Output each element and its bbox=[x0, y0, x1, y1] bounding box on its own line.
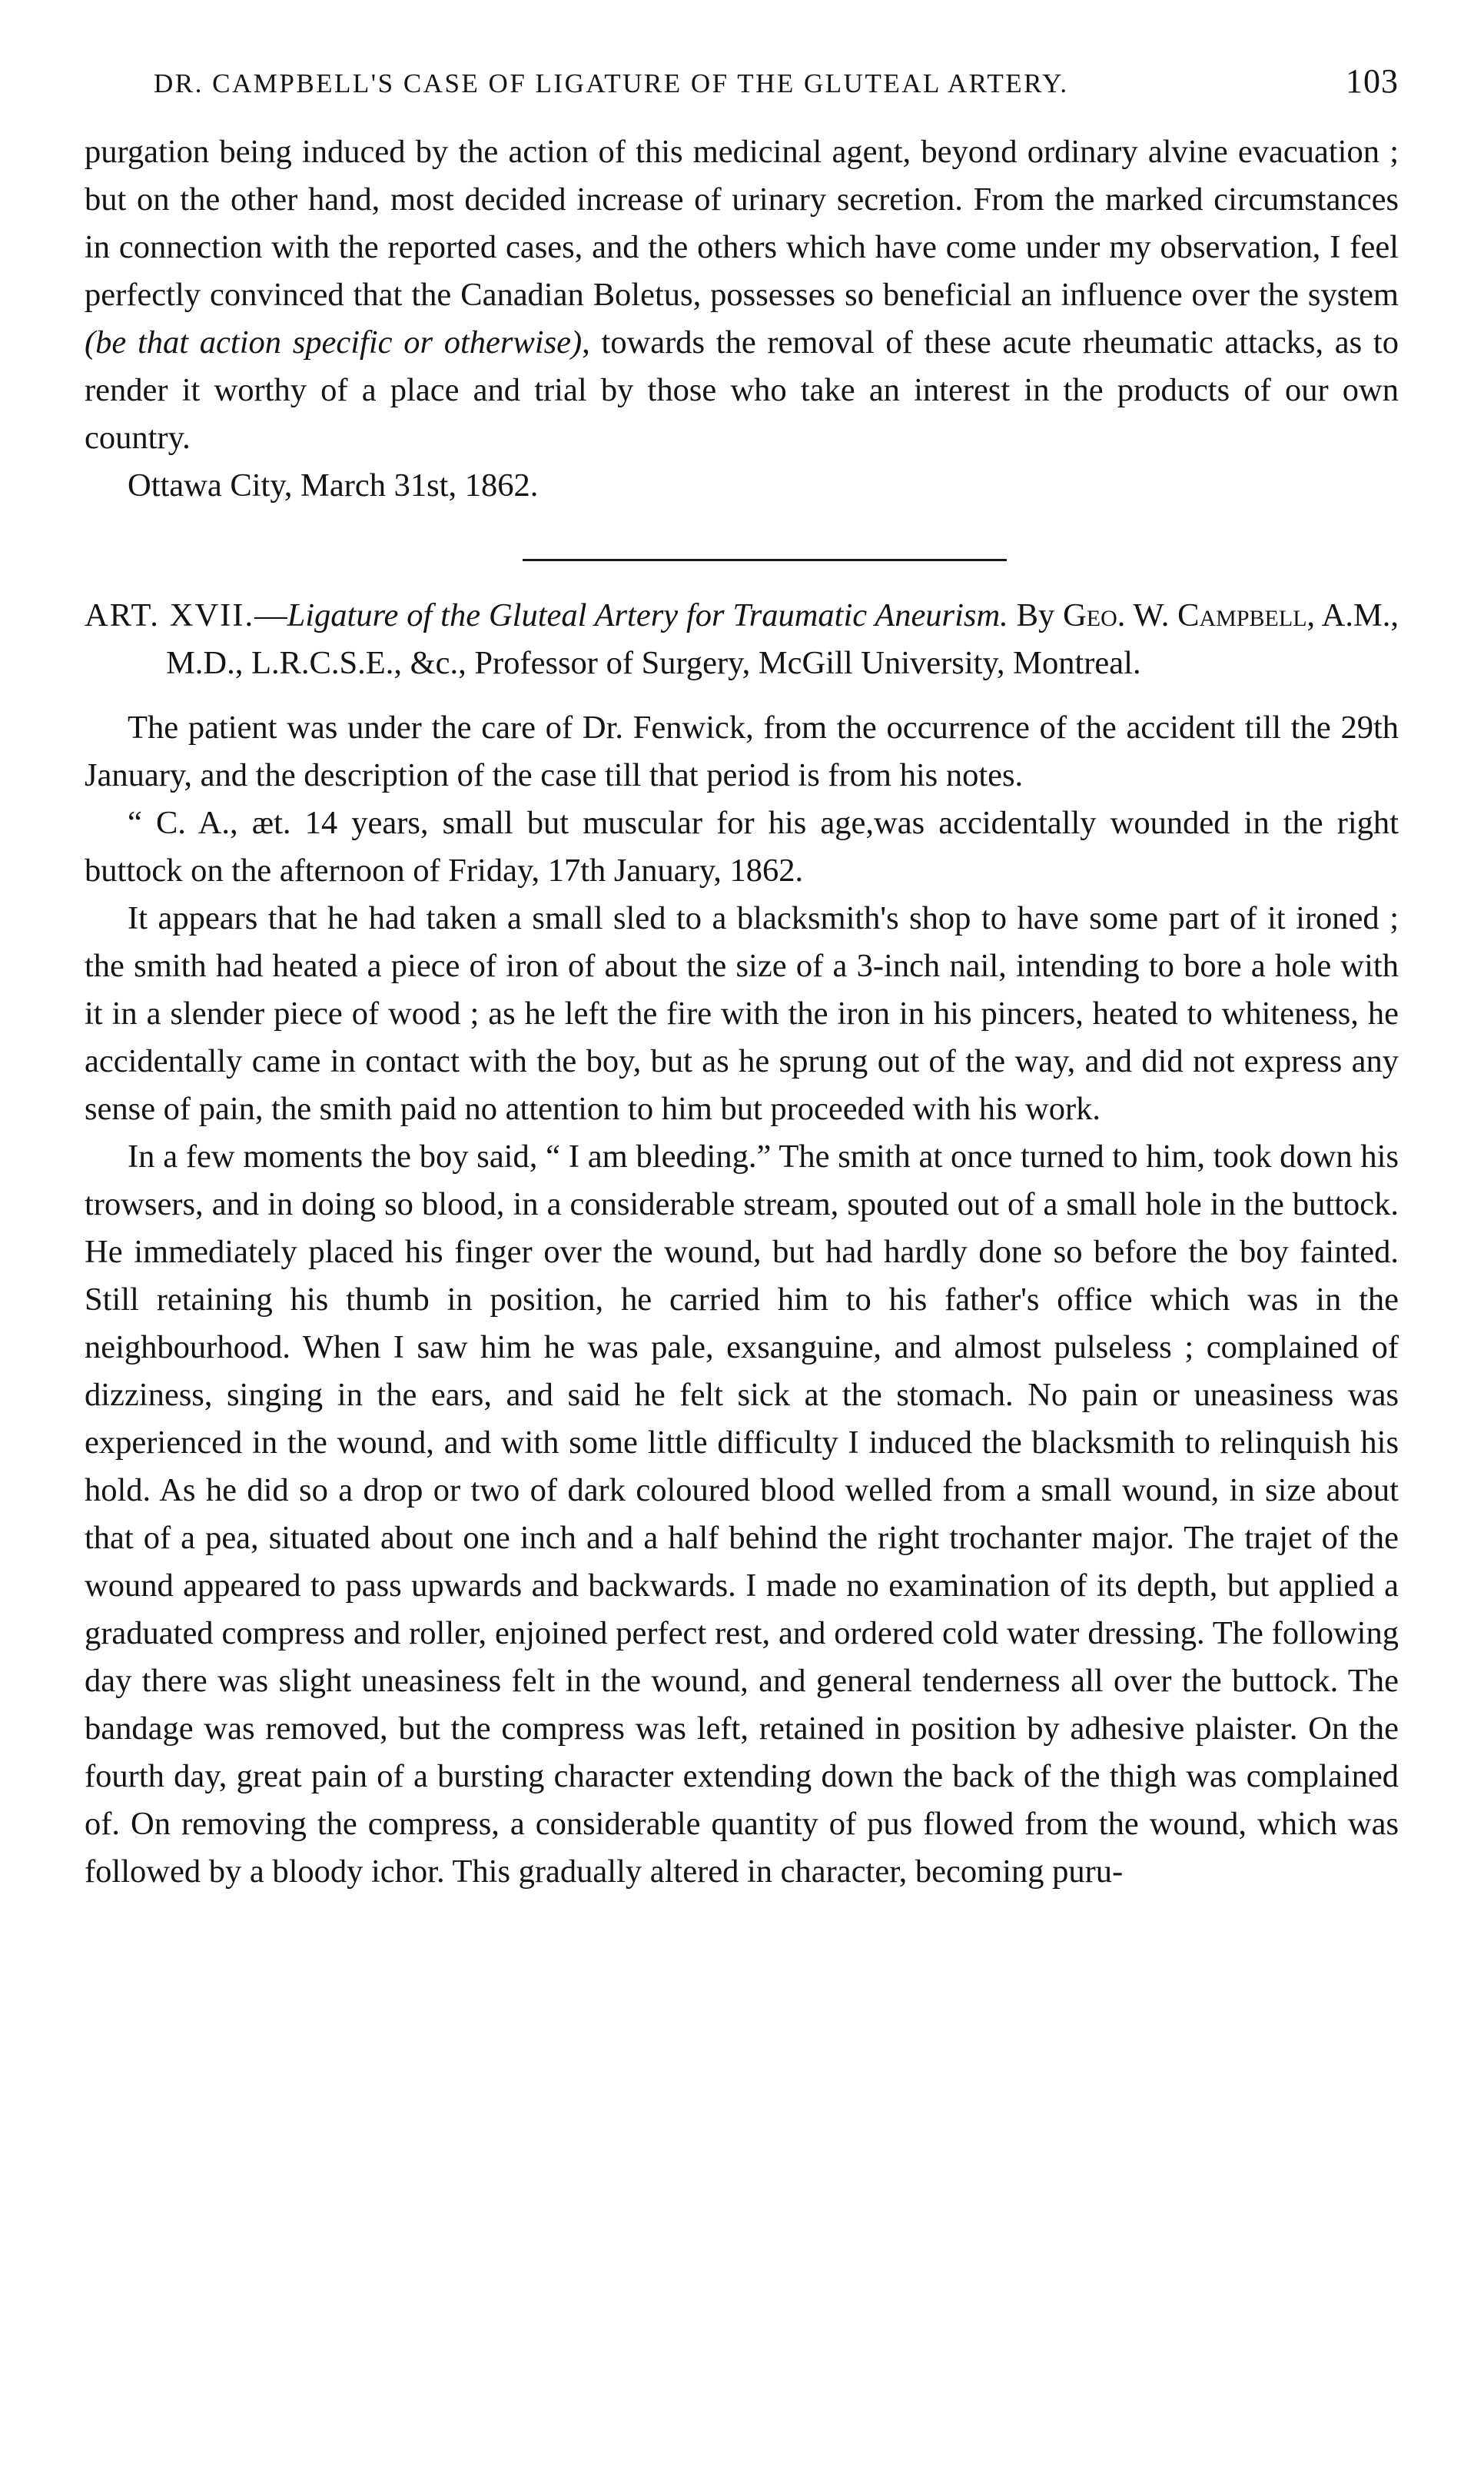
section-divider bbox=[523, 559, 1007, 561]
paragraph: In a few moments the boy said, “ I am bleeding.” The smith at once turned to him, took down his trowsers, and in doing so blood, in a considerable stream, spouted out of a small hole in the buttock. He immediately placed his finger over the wound, but had hardly done so before the boy fainted. Still retaining his thumb in position, he carried him to his father's office which was in the neighbourhood. When I saw him he was pale, exsanguine, and almost pulseless ; complained of dizziness, singing in the ears, and said he felt sick at the stomach. No pain or uneasiness was experienced in the wound, and with some little difficulty I induced the blacksmith to relinquish his hold. As he did so a drop or two of dark coloured blood welled from a small wound, in size about that of a pea, situated about one inch and a half behind the right trochanter major. The trajet of the wound appeared to pass upwards and backwards. I made no examination of its depth, but applied a graduated compress and roller, enjoined perfect rest, and ordered cold water dressing. The following day there was slight uneasiness felt in the wound, and general tenderness all over the buttock. The bandage was removed, but the compress was left, retained in position by adhesive plaister. On the fourth day, great pain of a bursting character extending down the back of the thigh was complained of. On removing the compress, a considerable quantity of pus flowed from the wound, which was followed by a bloody ichor. This gradually altered in character, becoming puru- bbox=[85, 1139, 1399, 1890]
page-number: 103 bbox=[1346, 62, 1399, 100]
italic-phrase: (be that action specific or otherwise) bbox=[85, 324, 583, 361]
paragraph-text: , towards the removal of these acute rheumatic attacks, as to render it worthy of a place and trial by those who take an interest in the products of our own country. bbox=[85, 324, 1399, 456]
paragraph: It appears that he had taken a small sled to a blacksmith's shop to have some part of it ironed ; the smith had heated a piece of iron of about the size of a 3-inch nail, intending to bore a hole with it in a slender piece of wood ; as he left the fire with the iron in his pincers, heated to whiteness, he accidentally came in contact with the boy, but as he sprung out of the way, and did not express any sense of pain, the smith paid no attention to him but proceeded with his work. bbox=[85, 900, 1399, 1127]
paragraph: “ C. A., æt. 14 years, small but muscular for his age,was accidentally wounded in the right buttock on the afternoon of Friday, 17th January, 1862. bbox=[85, 805, 1399, 889]
paragraph: The patient was under the care of Dr. Fenwick, from the occurrence of the accident till the 29th January, and the description of the case till that period is from his notes. bbox=[85, 710, 1399, 793]
running-header bbox=[154, 62, 1399, 101]
dateline: Ottawa City, March 31st, 1862. bbox=[128, 467, 539, 504]
running-title: DR. CAMPBELL'S CASE OF LIGATURE OF THE GLUTEAL ARTERY. bbox=[154, 68, 1069, 98]
byline-by: By bbox=[1016, 597, 1055, 633]
heading-dash: — bbox=[254, 597, 287, 633]
article-number: ART. XVII. bbox=[85, 597, 255, 633]
author-credentials: , A.M., M.D., L.R.C.S.E., &c., Professor of Surgery, McGill University, Montreal. bbox=[166, 597, 1399, 681]
author-name: Geo. W. Campbell bbox=[1063, 597, 1307, 633]
paragraph bbox=[85, 128, 1399, 462]
preceding-article-text bbox=[85, 128, 1399, 510]
article-body bbox=[85, 704, 1399, 1896]
article-title: Ligature of the Gluteal Artery for Traumatic Aneurism. bbox=[287, 597, 1008, 633]
paragraph-text: purgation being induced by the action of this medicinal agent, beyond ordinary alvine evacuation ; but on the other hand, most decided increase of urinary secretion. From the marked circumstances in connection with the reported cases, and the others which have come under my observation, I feel perfectly convinced that the Canadian Boletus, possesses so beneficial an influence over the system bbox=[85, 134, 1399, 313]
document-page bbox=[85, 62, 1399, 1896]
article-heading bbox=[85, 592, 1399, 687]
